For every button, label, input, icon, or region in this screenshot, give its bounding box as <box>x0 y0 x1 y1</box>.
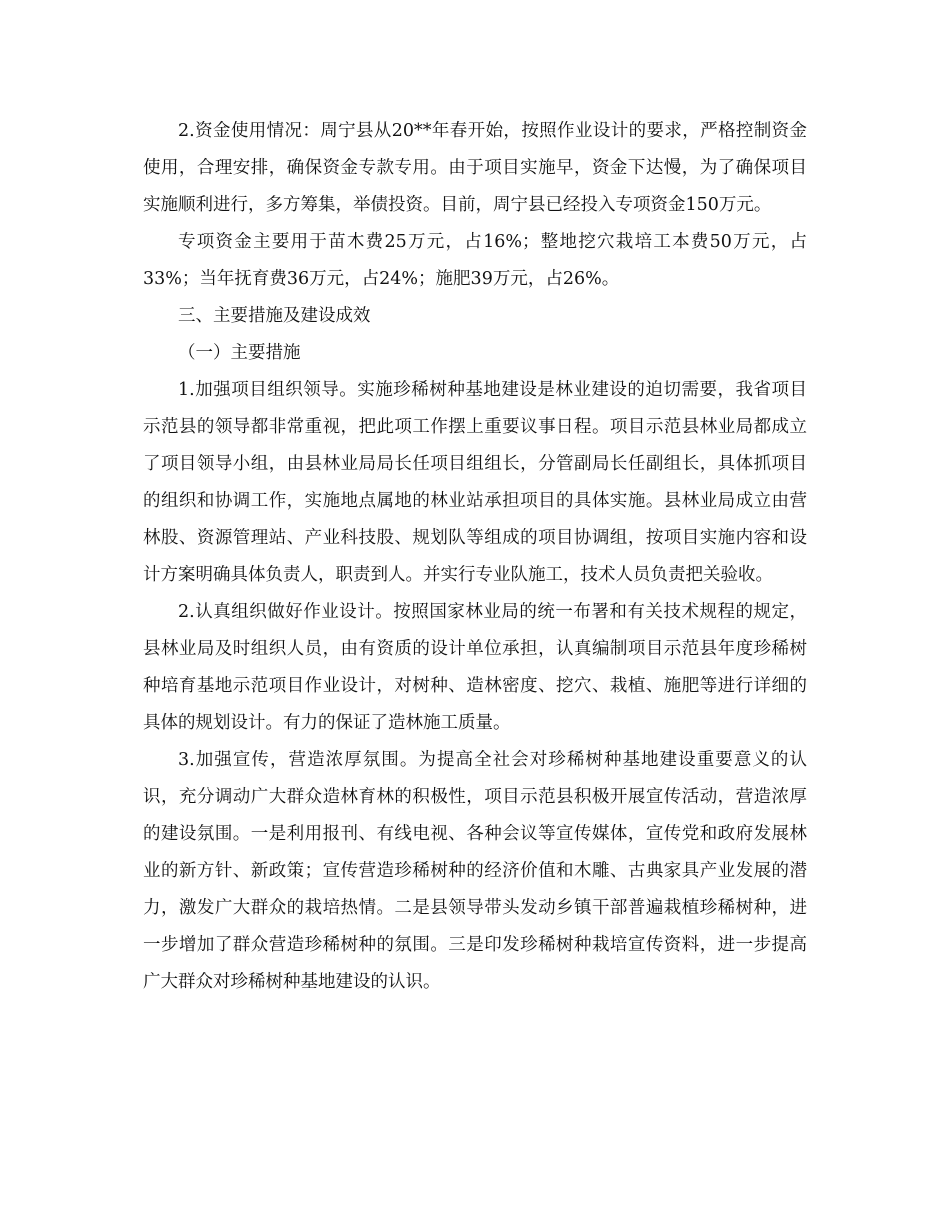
paragraph-operation-design: 2.认真组织做好作业设计。按照国家林业局的统一布署和有关技术规程的规定，县林业局及时组织人员，由有资质的设计单位承担，认真编制项目示范县年度珍稀树种培育基地示范项目作业设计，对树种、造林密度、挖穴、栽植、施肥等进行详细的具体的规划设计。有力的保证了造林施工质量。 <box>143 602 807 733</box>
paragraph-publicity: 3.加强宣传，营造浓厚氛围。为提高全社会对珍稀树种基地建设重要意义的认识，充分调动广大群众造林育林的积极性，项目示范县积极开展宣传活动，营造浓厚的建设氛围。一是利用报刊、有线电视、各种会议等宣传媒体，宣传党和政府发展林业的新方针、新政策；宣传营造珍稀树种的经济价值和木雕、古典家具产业发展的潜力，激发广大群众的栽培热情。二是县领导带头发动乡镇干部普遍栽植珍稀树种，进一步增加了群众营造珍稀树种的氛围。三是印发珍稀树种栽培宣传资料，进一步提高广大群众对珍稀树种基地建设的认识。 <box>143 750 807 992</box>
paragraph-fund-usage: 2.资金使用情况：周宁县从20**年春开始，按照作业设计的要求，严格控制资金使用，合理安排，确保资金专款专用。由于项目实施早，资金下达慢，为了确保项目实施顺利进行，多方筹集，举债投资。目前，周宁县已经投入专项资金150万元。 <box>143 121 807 215</box>
subsection-heading-main-measures: （一）主要措施 <box>178 343 301 363</box>
document-body <box>143 113 807 1001</box>
section-heading-measures: 三、主要措施及建设成效 <box>178 306 371 326</box>
paragraph-fund-allocation: 专项资金主要用于苗木费25万元，占16%；整地挖穴栽培工本费50万元，占33%；当年抚育费36万元，占24%；施肥39万元，占26%。 <box>143 232 807 289</box>
paragraph-organization-leadership: 1.加强项目组织领导。实施珍稀树种基地建设是林业建设的迫切需要，我省项目示范县的领导都非常重视，把此项工作摆上重要议事日程。项目示范县林业局都成立了项目领导小组，由县林业局局长任项目组组长，分管副局长任副组长，具体抓项目的组织和协调工作，实施地点属地的林业站承担项目的具体实施。县林业局成立由营林股、资源管理站、产业科技股、规划队等组成的项目协调组，按项目实施内容和设计方案明确具体负责人，职责到人。并实行专业队施工，技术人员负责把关验收。 <box>143 380 807 585</box>
